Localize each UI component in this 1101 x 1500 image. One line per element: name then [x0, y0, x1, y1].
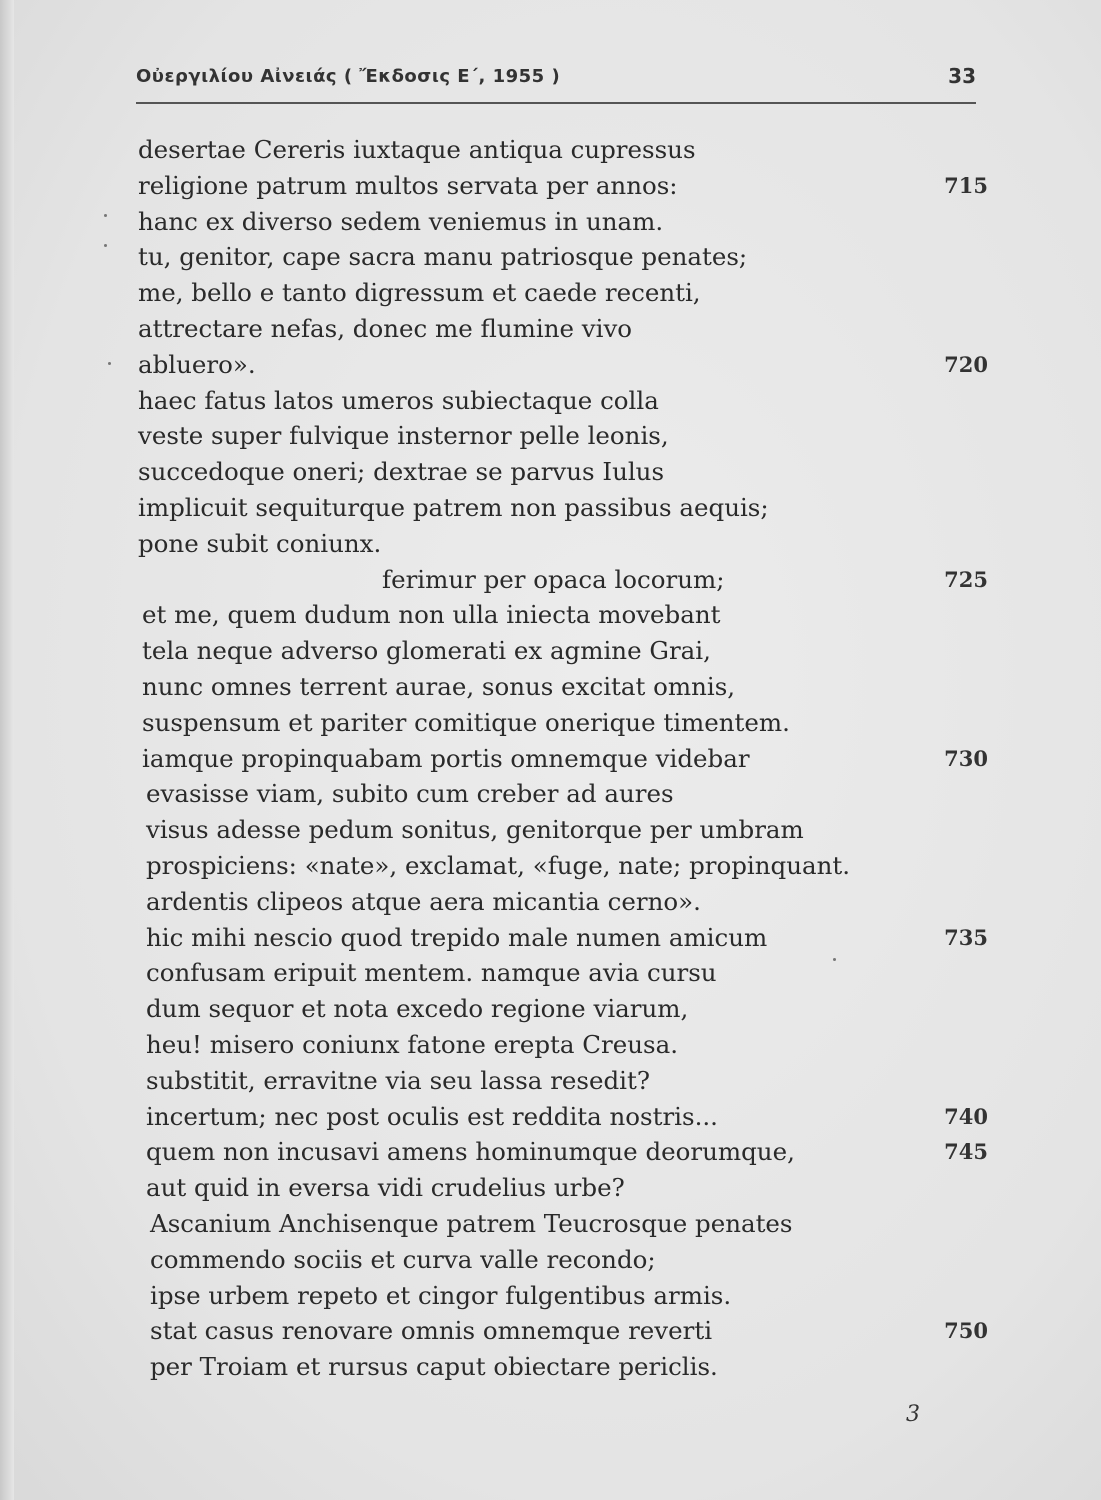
- verse-line: ipse urbem repeto et cingor fulgentibus armis.: [150, 1280, 732, 1310]
- verse-line: ferimur per opaca locorum; 725: [138, 562, 988, 598]
- line-number: 715: [944, 172, 988, 198]
- verse-line: tu, genitor, cape sacra manu patriosque penates;: [138, 242, 748, 272]
- verse-line: stat casus renovare omnis omnemque reverti 750: [138, 1313, 988, 1349]
- verse-line: desertae Cereris iuxtaque antiqua cupressus: [138, 135, 696, 164]
- verse-line: implicuit sequiturque patrem non passibus aequis;: [138, 492, 769, 522]
- verse-line: religione patrum multos servata per annos: 715: [138, 168, 988, 204]
- header-title: Οὐεργιλίου Αἰνειάς ( Ἔκδοσις Ε΄, 1955 ): [136, 66, 561, 87]
- verse-line: succedoque oneri; dextrae se parvus Iulus: [138, 457, 665, 487]
- print-speck: [104, 214, 107, 217]
- verse-line: per Troiam et rursus caput obiectare periclis.: [150, 1352, 718, 1382]
- line-number: 725: [944, 566, 988, 592]
- line-number: 720: [944, 351, 988, 377]
- line-number: 730: [944, 745, 988, 771]
- verse-line: tela neque adverso glomerati ex agmine Grai,: [142, 636, 711, 666]
- verse-line: suspensum et pariter comitique onerique timentem.: [142, 707, 790, 737]
- verse-line: nunc omnes terrent aurae, sonus excitat omnis,: [142, 671, 736, 701]
- line-number: 745: [944, 1139, 988, 1165]
- verse-line: heu! misero coniunx fatone erepta Creusa.: [146, 1029, 679, 1059]
- print-speck: [833, 958, 836, 961]
- page-number: 33: [948, 64, 976, 88]
- signature-mark: 3: [906, 1402, 920, 1427]
- line-number: 735: [944, 924, 988, 950]
- print-speck: [108, 362, 111, 365]
- line-number: 750: [944, 1318, 988, 1344]
- verse-block: [138, 132, 988, 1385]
- verse-line: iamque propinquabam portis omnemque videbar 730: [138, 741, 988, 777]
- running-header: [136, 62, 976, 104]
- verse-line: commendo sociis et curva valle recondo;: [150, 1244, 656, 1274]
- verse-line: haec fatus latos umeros subiectaque colla: [138, 385, 659, 415]
- verse-line: ardentis clipeos atque aera micantia cerno».: [146, 886, 701, 916]
- verse-line: veste super fulvique insternor pelle leonis,: [138, 421, 669, 451]
- verse-line: pone subit coniunx.: [138, 528, 382, 558]
- verse-line: attrectare nefas, donec me flumine vivo: [138, 313, 633, 343]
- print-speck: [104, 244, 107, 247]
- verse-line: hic mihi nescio quod trepido male numen amicum 735: [138, 920, 988, 956]
- verse-line: hanc ex diverso sedem veniemus in unam.: [138, 206, 664, 236]
- verse-line: Ascanium Anchisenque patrem Teucrosque penates: [150, 1208, 793, 1238]
- verse-line: abluero». 720: [138, 347, 988, 383]
- verse-line: dum sequor et nota excedo regione viarum,: [146, 994, 689, 1024]
- verse-line: prospiciens: «nate», exclamat, «fuge, nate; propinquant.: [146, 850, 851, 880]
- verse-line: confusam eripuit mentem. namque avia cursu: [146, 958, 717, 988]
- verse-line: evasisse viam, subito cum creber ad aures: [146, 779, 674, 809]
- verse-line: incertum; nec post oculis est reddita nostris... 740: [138, 1099, 988, 1135]
- verse-line: substitit, erravitne via seu lassa resedit?: [146, 1065, 650, 1095]
- line-number: 740: [944, 1103, 988, 1129]
- verse-line: visus adesse pedum sonitus, genitorque per umbram: [146, 815, 804, 845]
- verse-line: quem non incusavi amens hominumque deorumque, 745: [138, 1134, 988, 1170]
- verse-line: me, bello e tanto digressum et caede recenti,: [138, 278, 701, 308]
- page-spine-shadow: [0, 0, 14, 1500]
- verse-line: et me, quem dudum non ulla iniecta movebant: [142, 600, 721, 630]
- verse-line: aut quid in eversa vidi crudelius urbe?: [146, 1173, 625, 1203]
